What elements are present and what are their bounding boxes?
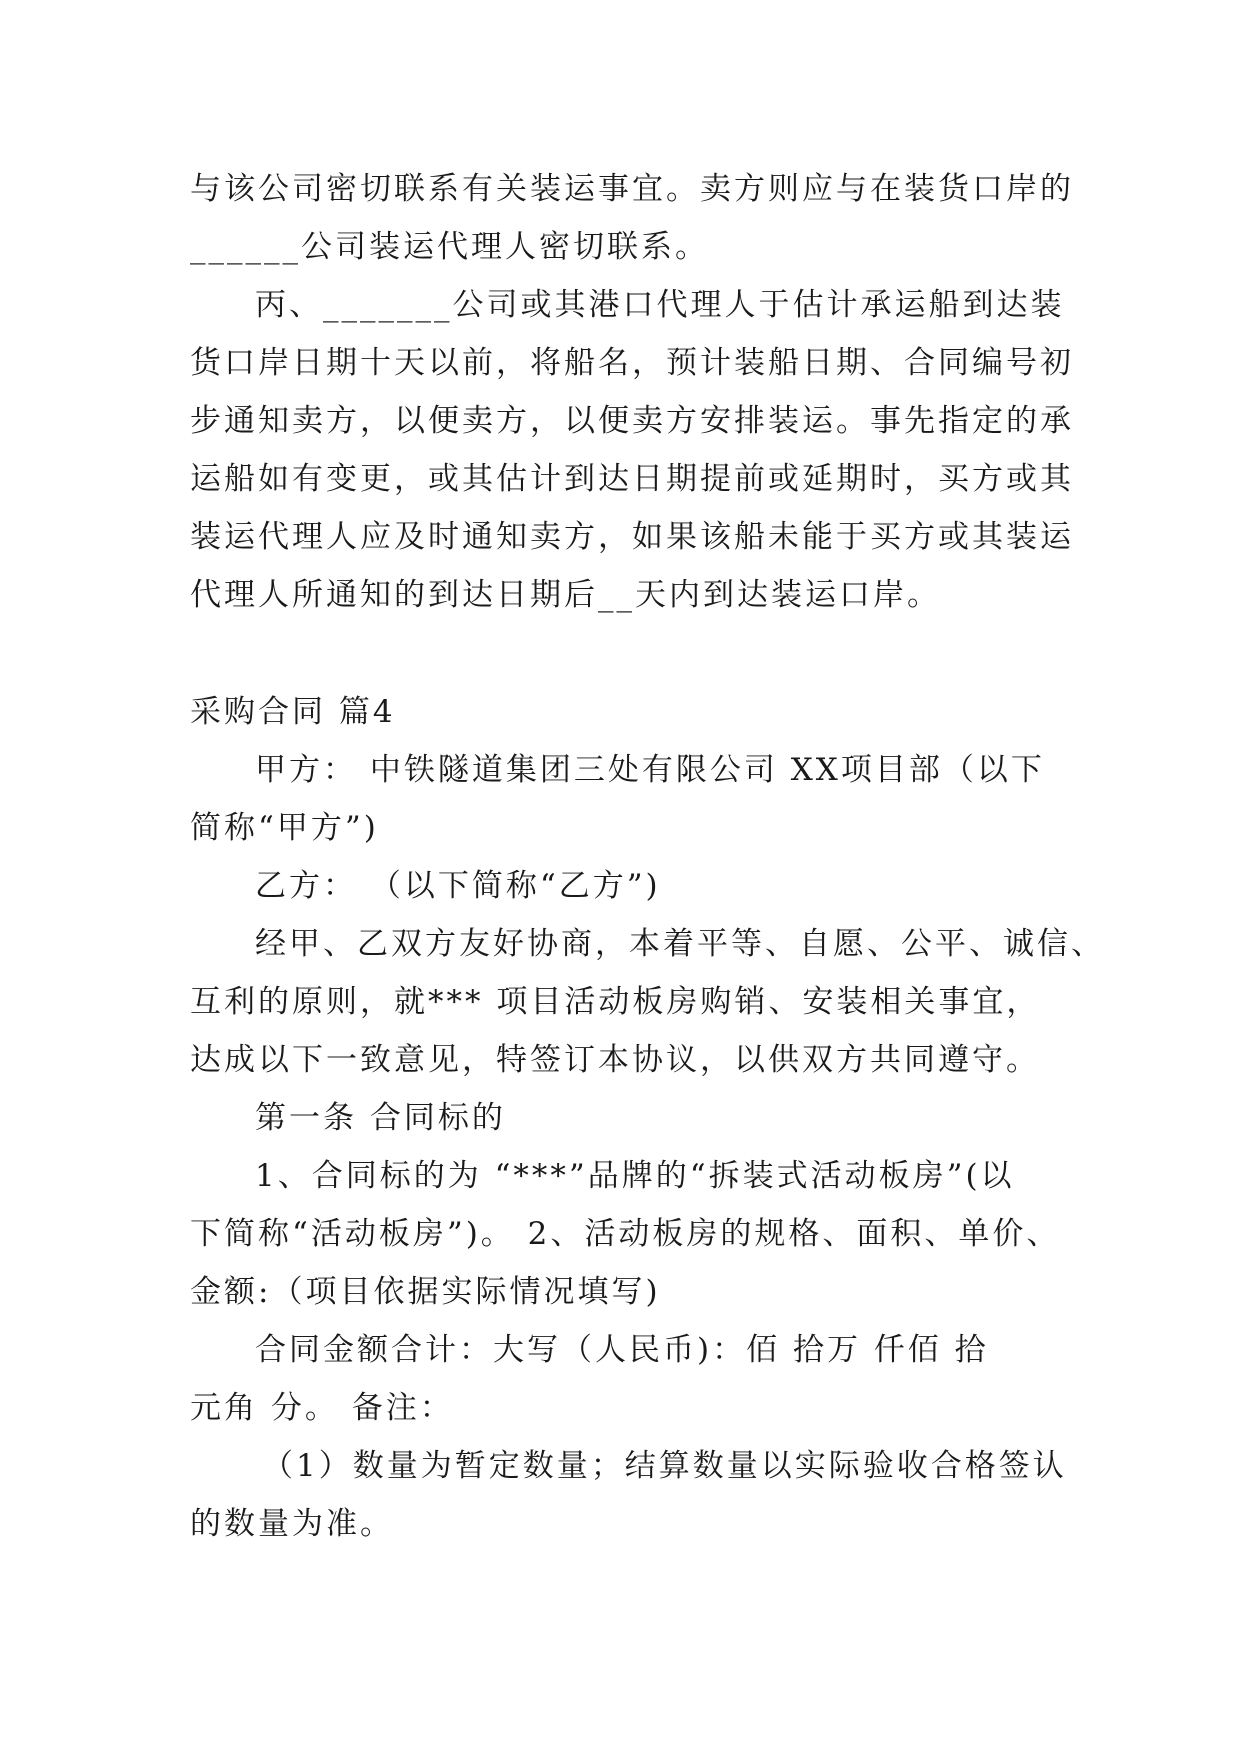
paragraph-line: 达成以下一致意见，特签订本协议，以供双方共同遵守。 <box>190 1042 1040 1078</box>
amount-line: 合同金额合计：大写（人民币)：佰 拾万 仟佰 拾 <box>255 1332 989 1368</box>
article-heading: 第一条 合同标的 <box>255 1100 506 1136</box>
paragraph-line: 的数量为准。 <box>190 1506 394 1542</box>
paragraph-line: 运船如有变更，或其估计到达日期提前或延期时，买方或其 <box>190 461 1074 497</box>
paragraph-line: 步通知卖方，以便卖方，以便卖方安排装运。事先指定的承 <box>190 403 1074 439</box>
paragraph-line: 装运代理人应及时通知卖方，如果该船未能于买方或其装运 <box>190 519 1074 555</box>
paragraph-line: 元角 分。 备注： <box>190 1390 454 1426</box>
paragraph-line: 下简称“活动板房”)。 2、活动板房的规格、面积、单价、 <box>190 1216 1061 1252</box>
paragraph-line: 与该公司密切联系有关装运事宜。卖方则应与在装货口岸的 <box>190 171 1074 207</box>
paragraph-line: ______公司装运代理人密切联系。 <box>190 229 709 265</box>
paragraph-line: 金额:（项目依据实际情况填写) <box>190 1274 661 1310</box>
paragraph-line: 1、合同标的为 “***”品牌的“拆装式活动板房”(以 <box>255 1158 1015 1194</box>
paragraph-line: 互利的原则，就*** 项目活动板房购销、安装相关事宜， <box>190 984 1041 1020</box>
party-a-line: 甲方： 中铁隧道集团三处有限公司 XX项目部（以下 <box>255 752 1045 788</box>
section-heading: 采购合同 篇4 <box>190 694 396 730</box>
paragraph-line: 货口岸日期十天以前，将船名，预计装船日期、合同编号初 <box>190 345 1074 381</box>
paragraph-line: 经甲、乙双方友好协商，本着平等、自愿、公平、诚信、 <box>255 926 1105 962</box>
paragraph-line: 丙、_______公司或其港口代理人于估计承运船到达装 <box>255 287 1065 323</box>
paragraph-line: 简称“甲方”) <box>190 810 379 846</box>
party-b-line: 乙方： （以下简称“乙方”) <box>255 868 661 904</box>
note-line: （1）数量为暂定数量；结算数量以实际验收合格签认 <box>262 1448 1067 1484</box>
paragraph-line: 代理人所通知的到达日期后__天内到达装运口岸。 <box>190 577 941 613</box>
